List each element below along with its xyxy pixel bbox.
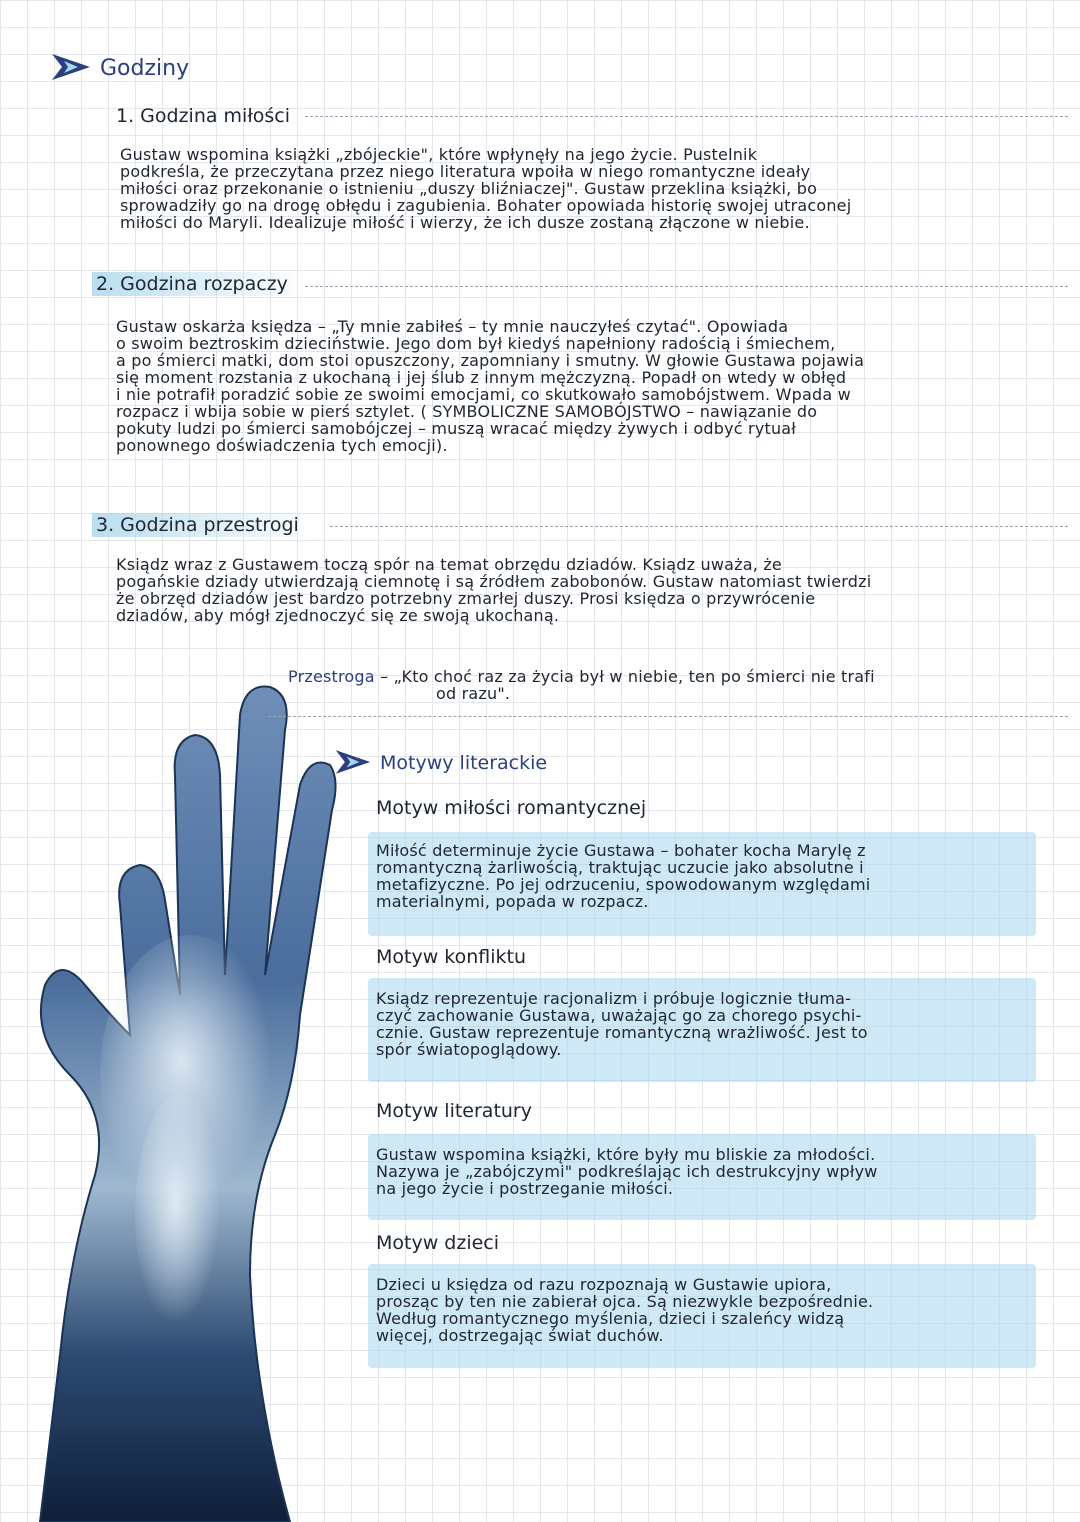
motif-body — [376, 842, 1036, 910]
text-line: o swoim beztroskim dzieciństwie. Jego dom był kiedyś napełniony radością i śmiechem, — [116, 334, 836, 353]
section-body-3 — [116, 556, 1056, 624]
text-line: Dzieci u księdza od razu rozpoznają w Gustawie upiora, — [376, 1275, 832, 1294]
text-line: spór światopoglądowy. — [376, 1040, 562, 1059]
section-divider — [305, 116, 1068, 117]
text-line: miłości do Maryli. Idealizuje miłość i wierzy, że ich dusze zostaną złączone w niebie. — [120, 213, 810, 232]
text-line: czyć zachowanie Gustawa, uważając go za chorego psychi- — [376, 1006, 862, 1025]
text-line: cznie. Gustaw reprezentuje romantyczną wrażliwość. Jest to — [376, 1023, 868, 1042]
hand-illustration — [0, 655, 340, 1522]
motif-title: Motyw dzieci — [376, 1232, 500, 1254]
text-line: Ksiądz wraz z Gustawem toczą spór na temat obrzędu dziadów. Ksiądz uważa, że — [116, 555, 782, 574]
text-line: ponownego doświadczenia tych emocji). — [116, 436, 448, 455]
motif-title: Motyw miłości romantycznej — [376, 797, 647, 819]
text-line: że obrzęd dziadów jest bardzo potrzebny zmarłej duszy. Prosi księdza o przywrócenie — [116, 589, 816, 608]
text-line: więcej, dostrzegając świat duchów. — [376, 1326, 664, 1345]
text-line: romantyczną żarliwością, traktując uczucie jako absolutne i — [376, 858, 864, 877]
text-line: i nie potrafił poradzić sobie ze swoimi emocjami, co skutkowało samobójstwem. Wpada w — [116, 385, 851, 404]
quote-line: „Kto choć raz za życia był w niebie, ten po śmierci nie trafi — [393, 667, 875, 686]
section-heading-3: 3. Godzina przestrogi — [92, 513, 305, 537]
quote-block — [288, 668, 1058, 702]
page-title: Godziny — [100, 56, 190, 81]
arrow-icon — [50, 52, 92, 82]
quote-dash: – — [380, 667, 389, 686]
text-line: a po śmierci matki, dom stoi opuszczony, zapomniany i smutny. W głowie Gustawa pojawia — [116, 351, 865, 370]
section-divider — [305, 286, 1068, 287]
quote-label: Przestroga — [288, 667, 375, 686]
motif-title: Motyw literatury — [376, 1100, 532, 1122]
section-heading-2: 2. Godzina rozpaczy — [92, 272, 294, 296]
text-line: metafizyczne. Po jej odrzuceniu, spowodowanym względami — [376, 875, 871, 894]
text-line: Gustaw oskarża księdza – „Ty mnie zabiłeś – ty mnie nauczyłeś czytać". Opowiada — [116, 317, 789, 336]
text-line: pokuty ludzi po śmierci samobójczej – muszą wracać między żywych i odbyć rytuał — [116, 419, 797, 438]
text-line: sprowadziły go na drogę obłędu i zagubienia. Bohater opowiada historię swojej utraconej — [120, 196, 852, 215]
text-line: Nazywa je „zabójczymi" podkreślając ich destrukcyjny wpływ — [376, 1162, 878, 1181]
motif-body — [376, 990, 1036, 1058]
text-line: się moment rozstania z ukochaną i jej ślub z innym mężczyzną. Popadł on wtedy w obłęd — [116, 368, 847, 387]
text-line: Gustaw wspomina książki „zbójeckie", które wpłynęły na jego życie. Pustelnik — [120, 145, 758, 164]
section-divider — [268, 716, 1068, 717]
text-line: podkreśla, że przeczytana przez niego literatura wpoiła w niego romantyczne ideały — [120, 162, 811, 181]
text-line: dziadów, aby mógł zjednoczyć się ze swoją ukochaną. — [116, 606, 560, 625]
text-line: materialnymi, popada w rozpacz. — [376, 892, 649, 911]
motif-body — [376, 1276, 1036, 1344]
section-heading-1: 1. Godzina miłości — [116, 105, 290, 127]
text-line: rozpacz i wbija sobie w pierś sztylet. ( SYMBOLICZNE SAMOBÓJSTWO – nawiązanie do — [116, 402, 818, 421]
text-line: pogańskie dziady utwierdzają ciemnotę i są źródłem zabobonów. Gustaw natomiast twierdzi — [116, 572, 872, 591]
text-line: na jego życie i postrzeganie miłości. — [376, 1179, 674, 1198]
arrow-icon — [334, 748, 372, 776]
text-line: Ksiądz reprezentuje racjonalizm i próbuje logicznie tłuma- — [376, 989, 852, 1008]
section-divider — [330, 526, 1068, 527]
motif-body — [376, 1146, 1036, 1197]
text-line: Miłość determinuje życie Gustawa – bohater kocha Marylę z — [376, 841, 866, 860]
quote-line: od razu". — [436, 684, 511, 703]
text-line: Według romantycznego myślenia, dzieci i szaleńcy widzą — [376, 1309, 845, 1328]
motifs-title: Motywy literackie — [380, 752, 548, 774]
section-body-2 — [116, 318, 1056, 454]
text-line: Gustaw wspomina książki, które były mu bliskie za młodości. — [376, 1145, 876, 1164]
section-body-1 — [120, 146, 1050, 231]
text-line: miłości oraz przekonanie o istnieniu „duszy bliźniaczej". Gustaw przeklina książki, bo — [120, 179, 818, 198]
text-line: prosząc by ten nie zabierał ojca. Są niezwykle bezpośrednie. — [376, 1292, 874, 1311]
motif-title: Motyw konfliktu — [376, 946, 527, 968]
